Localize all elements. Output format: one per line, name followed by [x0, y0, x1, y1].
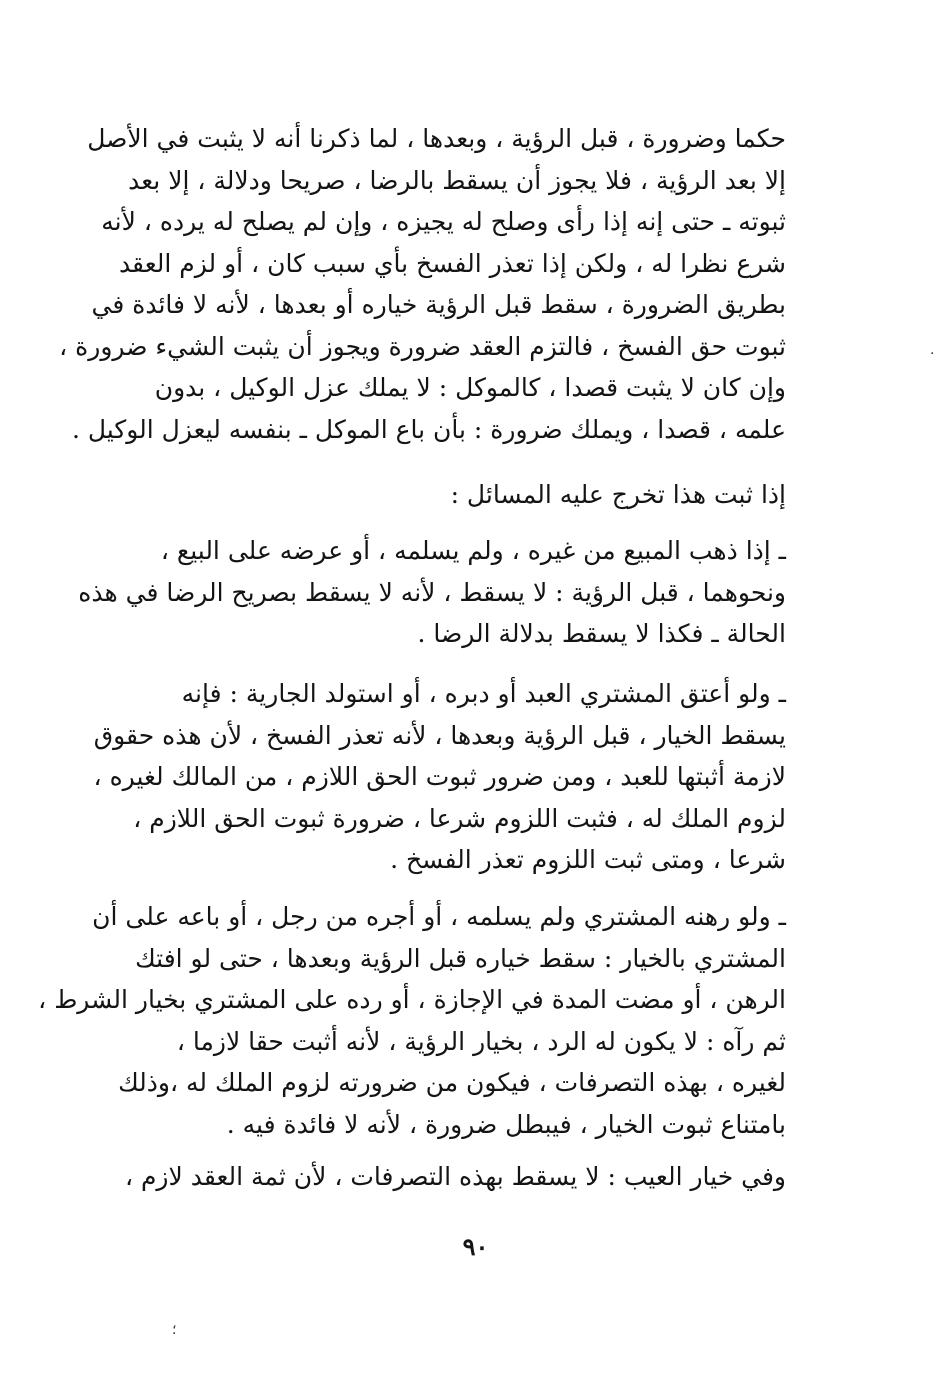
- text-line: وإن كان لا يثبت قصدا ، كالموكل : لا يملك عزل الوكيل ، بدون: [154, 373, 786, 402]
- text-line: شرع نظرا له ، ولكن إذا تعذر الفسخ بأي سبب كان ، أو لزم العقد: [118, 248, 786, 278]
- text-line: لغيره ، بهذه التصرفات ، فيكون من ضرورته لزوم الملك له ،وذلك: [118, 1068, 786, 1097]
- edge-mark-bottom: ؛: [172, 1322, 177, 1338]
- text-line: ثم رآه : لا يكون له الرد ، بخيار الرؤية ، لأنه أثبت حقا لازما ،: [176, 1026, 786, 1056]
- text-line: الحالة ـ فكذا لا يسقط بدلالة الرضا .: [417, 619, 786, 648]
- text-line: لازمة أثبتها للعبد ، ومن ضرور ثبوت الحق اللازم ، من المالك لغيره ،: [93, 762, 786, 791]
- paragraph-1: [59, 118, 786, 450]
- text-line: ـ إذا ذهب المبيع من غيره ، ولم يسلمه ، أو عرضه على البيع ،: [160, 536, 786, 565]
- text-line: إلا بعد الرؤية ، فلا يجوز أن يسقط بالرضا ، صريحا ودلالة ، إلا بعد: [128, 165, 786, 195]
- text-line: لزوم الملك له ، فثبت اللزوم شرعا ، ضرورة ثبوت الحق اللازم ،: [133, 803, 786, 833]
- paragraph-4: [93, 673, 786, 881]
- text-line: وفي خيار العيب : لا يسقط بهذه التصرفات ، لأن ثمة العقد لازم ،: [124, 1162, 786, 1191]
- paragraph-6: [124, 1156, 786, 1198]
- text-line: ـ ولو رهنه المشتري ولم يسلمه ، أو أجره من رجل ، أو باعه على أن: [92, 902, 786, 931]
- text-line: الرهن ، أو مضت المدة في الإجازة ، أو رده على المشتري بخيار الشرط ،: [38, 985, 786, 1014]
- text-line: إذا ثبت هذا تخرج عليه المسائل :: [450, 480, 786, 509]
- edge-mark-right: ·: [930, 346, 935, 362]
- text-line: يسقط الخيار ، قبل الرؤية وبعدها ، لأنه تعذر الفسخ ، لأن هذه حقوق: [93, 720, 786, 750]
- paragraph-5: [38, 896, 786, 1145]
- text-line: بطريق الضرورة ، سقط قبل الرؤية خياره أو بعدها ، لأنه لا فائدة في: [91, 290, 786, 319]
- text-line: ونحوهما ، قبل الرؤية : لا يسقط ، لأنه لا يسقط بصريح الرضا في هذه: [78, 577, 786, 607]
- paragraph-2: [128, 474, 786, 516]
- text-line: حكما وضرورة ، قبل الرؤية ، وبعدها ، لما ذكرنا أنه لا يثبت في الأصل: [87, 124, 786, 153]
- text-line: ثبوته ـ حتى إنه إذا رأى وصلح له يجيزه ، وإن لم يصلح له يرده ، لأنه: [101, 207, 786, 236]
- text-line: ثبوت حق الفسخ ، فالتزم العقد ضرورة ويجوز أن يثبت الشيء ضرورة ،: [59, 331, 786, 361]
- text-line: شرعا ، ومتى ثبت اللزوم تعذر الفسخ .: [390, 845, 786, 874]
- text-line: بامتناع ثبوت الخيار ، فيبطل ضرورة ، لأنه لا فائدة فيه .: [226, 1109, 786, 1139]
- paragraph-3: [78, 530, 786, 655]
- text-line: ـ ولو أعتق المشتري العبد أو دبره ، أو استولد الجارية : فإنه: [181, 679, 786, 708]
- page-number: ٩٠: [462, 1232, 489, 1261]
- text-line: علمه ، قصدا ، ويملك ضرورة : بأن باع الموكل ـ بنفسه ليعزل الوكيل .: [71, 414, 786, 444]
- text-line: المشتري بالخيار : سقط خياره قبل الرؤية وبعدها ، حتى لو افتك: [135, 943, 786, 973]
